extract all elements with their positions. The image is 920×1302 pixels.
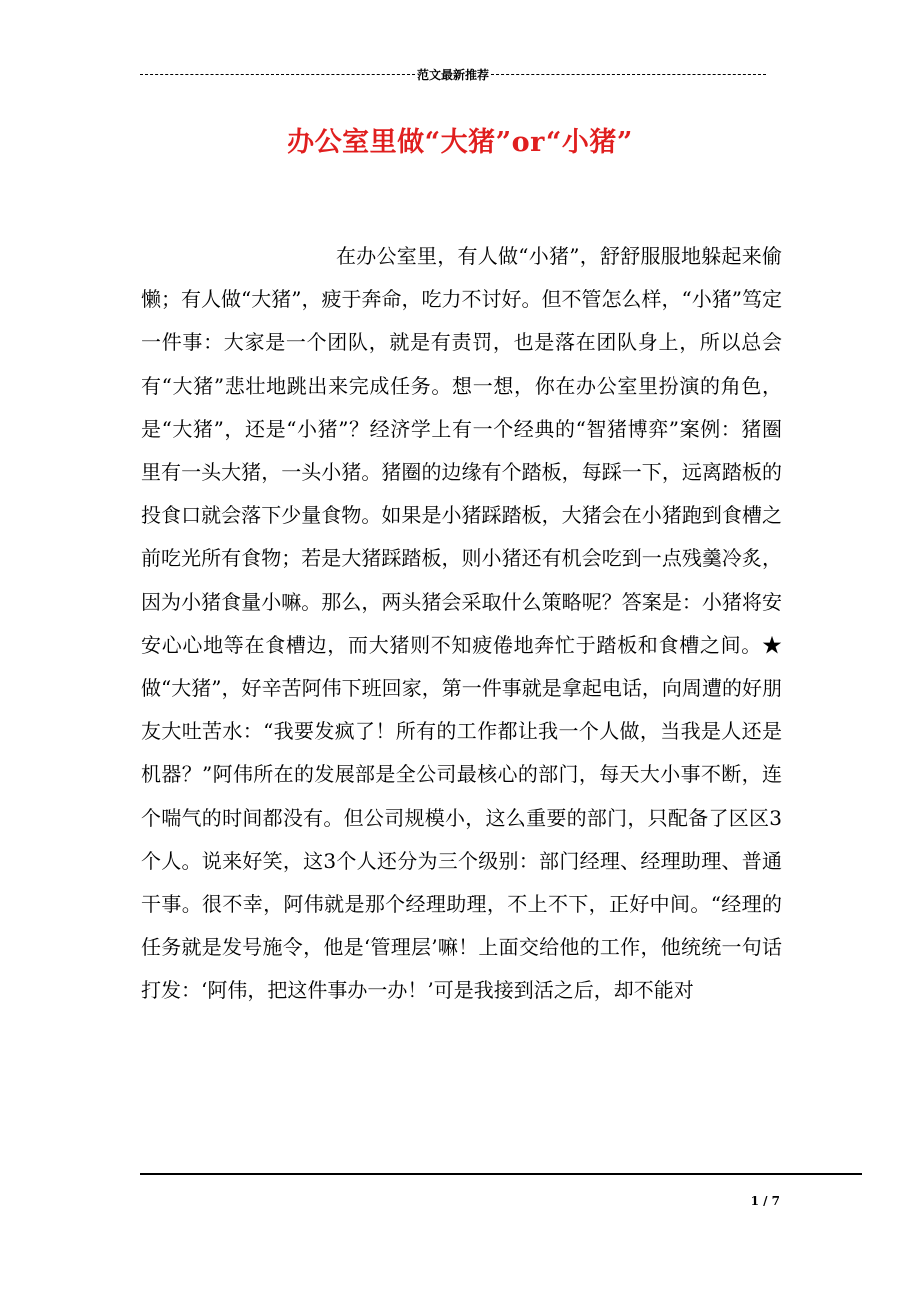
page-number: 1 / 7 [750, 1194, 780, 1208]
page-header [140, 66, 766, 83]
document-title: 办公室里做“大猪”or“小猪” [287, 127, 633, 158]
header-dash-right [491, 74, 766, 75]
header-dash-left [140, 74, 415, 75]
body-paragraph: 在办公室里，有人做“小猪”，舒舒服服地躲起来偷懒；有人做“大猪”，疲于奔命，吃力不讨好。但不管怎么样，“小猪”笃定一件事：大家是一个团队，就是有责罚，也是落在团队身上，所以总会有“大猪”悲壮地跳出来完成任务。想一想，你在办公室里扮演的角色，是“大猪”，还是“小猪”？经济学上有一个经典的“智猪博弈”案例：猪圈里有一头大猪，一头小猪。猪圈的边缘有个踏板，每踩一下，远离踏板的投食口就会落下少量食物。如果是小猪踩踏板，大猪会在小猪跑到食槽之前吃光所有食物；若是大猪踩踏板，则小猪还有机会吃到一点残羹冷炙，因为小猪食量小嘛。那么，两头猪会采取什么策略呢？答案是：小猪将安安心心地等在食槽边，而大猪则不知疲倦地奔忙于踏板和食槽之间。★做“大猪”，好辛苦阿伟下班回家，第一件事就是拿起电话，向周遭的好朋友大吐苦水：“我要发疯了！所有的工作都让我一个人做，当我是人还是机器？”阿伟所在的发展部是全公司最核心的部门，每天大小事不断，连个喘气的时间都没有。但公司规模小，这么重要的部门，只配备了区区3个人。说来好笑，这3个人还分为三个级别：部门经理、经理助理、普通干事。很不幸，阿伟就是那个经理助理，不上不下，正好中间。“经理的任务就是发号施令，他是‘管理层’嘛！上面交给他的工作，他统统一句话打发：‘阿伟，把这件事办一办！’可是我接到活之后，却不能对 [141, 244, 782, 1003]
header-label: 范文最新推荐 [417, 68, 490, 82]
footer-divider [140, 1173, 862, 1175]
